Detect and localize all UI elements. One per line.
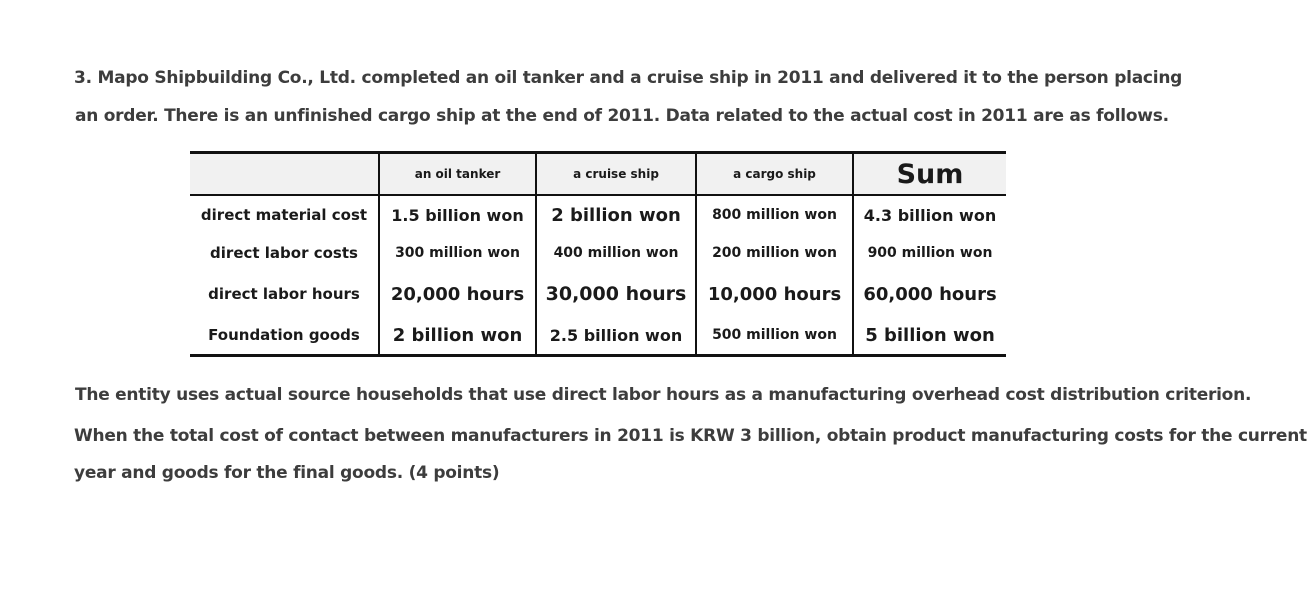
table-cell: 400 million won (536, 234, 696, 272)
table-cell: 200 million won (696, 234, 853, 272)
header-cargo-ship: a cargo ship (696, 153, 853, 196)
table-cell: 4.3 billion won (853, 195, 1006, 234)
header-oil-tanker: an oil tanker (379, 153, 536, 196)
table-row (190, 272, 1006, 316)
note-text-line-1: The entity uses actual source households that use direct labor hours as a manufacturing overhead cost distribution criterion. (75, 385, 1252, 405)
table-cell: 30,000 hours (536, 272, 696, 316)
table-cell: 10,000 hours (696, 272, 853, 316)
row-label: direct material cost (200, 206, 368, 224)
table-cell: 800 million won (696, 195, 853, 234)
table-cell: 5 billion won (853, 316, 1006, 356)
row-label: direct labor costs (210, 244, 358, 262)
table-cell: 2 billion won (536, 195, 696, 234)
table-cell: 1.5 billion won (379, 195, 536, 234)
note-text-line-3: year and goods for the final goods. (4 points) (74, 463, 500, 483)
table-cell: 300 million won (379, 234, 536, 272)
table-header-row (190, 153, 1006, 196)
table-cell: 2.5 billion won (536, 316, 696, 356)
note-text-line-2: When the total cost of contact between manufacturers in 2011 is KRW 3 billion, obtain product manufacturing costs for the current (74, 426, 1307, 446)
row-label: direct labor hours (208, 285, 360, 303)
table-row (190, 316, 1006, 356)
table-cell: 900 million won (853, 234, 1006, 272)
table-row (190, 195, 1006, 234)
header-sum: Sum (853, 153, 1006, 196)
cost-data-table (190, 151, 1006, 357)
question-text-line-2: an order. There is an unfinished cargo ship at the end of 2011. Data related to the actual cost in 2011 are as follows. (75, 106, 1169, 126)
table-cell: 2 billion won (379, 316, 536, 356)
header-cruise-ship: a cruise ship (536, 153, 696, 196)
table-cell: 60,000 hours (853, 272, 1006, 316)
table-cell: 20,000 hours (379, 272, 536, 316)
header-cell-blank (190, 153, 379, 196)
table-row (190, 234, 1006, 272)
table-cell: 500 million won (696, 316, 853, 356)
question-text-line-1: 3. Mapo Shipbuilding Co., Ltd. completed an oil tanker and a cruise ship in 2011 and delivered it to the person placing (74, 68, 1183, 88)
row-label: Foundation goods (208, 326, 360, 344)
